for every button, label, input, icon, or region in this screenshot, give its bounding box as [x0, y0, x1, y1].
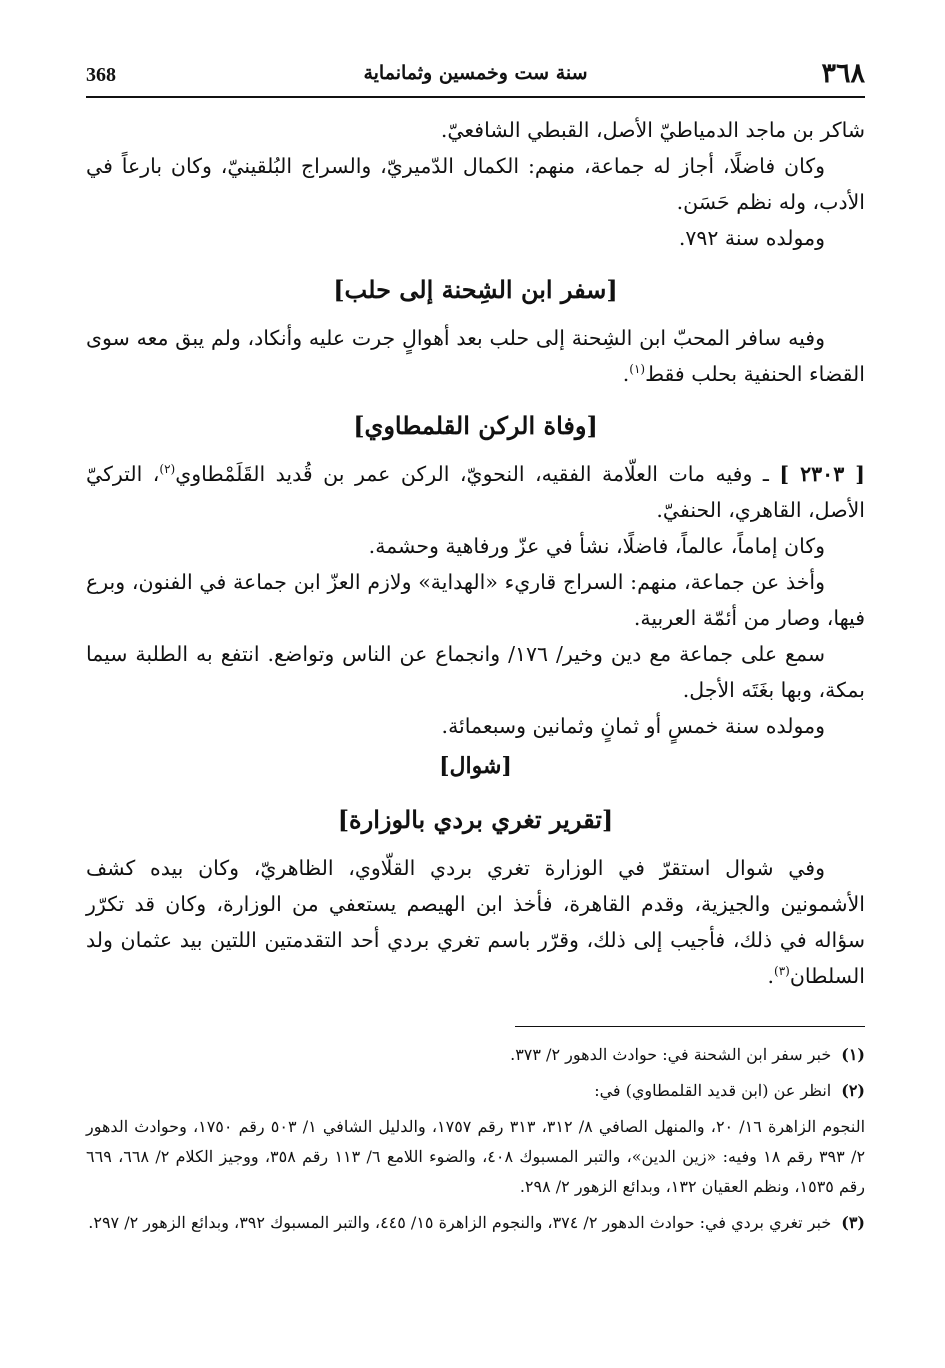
running-title: سنة ست وخمسين وثمانماية	[363, 62, 588, 84]
paragraph-text: وفي شوال استقرّ في الوزارة تغري بردي القلّاوي، الظاهريّ، وكان بيده كشف الأشمونين والجيزية، وقدم القاهرة، فأخذ ابن الهيصم يستعفي من الوزارة، وكان قد تكرّر سؤاله في ذلك، فأجيب إلى ذلك، وقرّر باسم تغري بردي أحد التقدمتين اللتين بيد عثمان ولد السلطان	[86, 856, 865, 988]
main-text	[86, 112, 865, 994]
paragraph-text: وفيه سافر المحبّ ابن الشِحنة إلى حلب بعد أهوالٍ جرت عليه وأنكاد، ولم يبق معه سوى القضاء الحنفية بحلب فقط	[86, 326, 865, 386]
paragraph: وفي شوال استقرّ في الوزارة تغري بردي القلّاوي، الظاهريّ، وكان بيده كشف الأشمونين والجيزية، وقدم القاهرة، فأخذ ابن الهيصم يستعفي من الوزارة، وكان قد تكرّر سؤاله في ذلك، فأجيب إلى ذلك، وقرّر باسم تغري بردي أحد التقدمتين اللتين بيد عثمان ولد السلطان$^{(٣)}$.	[86, 856, 865, 988]
page-number-latin: 368	[86, 64, 116, 86]
biography-entry	[86, 456, 865, 528]
paragraph: وكان فاضلًا، أجاز له جماعة، منهم: الكمال الدّميريّ، والسراج البُلقينيّ، وكان بارعاً في الأدب، وله نظم حَسَن.	[86, 154, 865, 214]
footnote-text: خبر تغري بردي في: حوادث الدهور ٢/ ٣٧٤، والنجوم الزاهرة ١٥/ ٤٤٥، والتبر المسبوك ٣٩٢، وبدائع الزهور ٢/ ٢٩٧.	[88, 1213, 832, 1232]
section-heading: [وفاة الركن القلمطاوي]	[353, 411, 598, 440]
paragraph: سمع على جماعة مع دين وخير/ ١٧٦/ وانجماع عن الناس وتواضع. انتفع به الطلبة سيما بمكة، وبها بغَتَه الأجل.	[86, 642, 865, 702]
section-heading: [سفر ابن الشِحنة إلى حلب]	[333, 275, 618, 304]
paragraph: ومولده سنة خمسٍ أو ثمانٍ وثمانين وسبعمائة.	[441, 714, 825, 738]
paragraph: وفيه سافر المحبّ ابن الشِحنة إلى حلب بعد أهوالٍ جرت عليه وأنكاد، ولم يبق معه سوى القضاء الحنفية بحلب فقط$^{(١)}$.	[86, 326, 865, 386]
footnote-ref: (٣)	[774, 964, 790, 979]
paragraph: شاكر بن ماجد الدمياطيّ الأصل، القبطي الشافعيّ.	[440, 118, 865, 142]
footnote-marker: (٣)	[841, 1213, 865, 1232]
footnote-ref: (٢)	[159, 462, 176, 477]
section-heading: [شوال]	[439, 753, 512, 779]
footnote	[86, 1040, 865, 1070]
paragraph: وكان إماماً، عالماً، فاضلًا، نشأ في عزّ ورفاهية وحشمة.	[368, 534, 825, 558]
section-heading: [تقرير تغري بردي بالوزارة]	[337, 805, 614, 834]
paragraph: ومولده سنة ٧٩٢.	[678, 226, 825, 250]
footnote-marker: (٢)	[841, 1081, 865, 1100]
paragraph-text: ـ وفيه مات العلّامة الفقيه، النحويّ، الركن عمر بن قُديد القَلَمْطاوي	[175, 462, 780, 486]
footnote-ref: (١)	[629, 362, 646, 377]
footnotes	[86, 1040, 865, 1244]
running-head	[86, 58, 865, 94]
footnote-references: النجوم الزاهرة ١٦/ ٢٠، والمنهل الصافي ٨/ ٣١٢، ٣١٣ رقم ١٧٥٧، والدليل الشافي ١/ ٥٠٣ رقم ١٧٥٠، وحوادث الدهور ٢/ ٣٩٣ رقم ١٨ وفيه: «زين الدين»، والتبر المسبوك ٤٠٨، والضوء اللامع ٦/ ١١٣ رقم ٣٥٨، ووجيز الكلام ٢/ ٦٦٨، ٦٦٩ رقم ١٥٣٥، ونظم العقيان ١٣٢، وبدائع الزهور ٢/ ٢٩٨.	[86, 1117, 866, 1196]
footnote-text: خبر سفر ابن الشحنة في: حوادث الدهور ٢/ ٣٧٣.	[510, 1045, 832, 1064]
paragraph: وأخذ عن جماعة، منهم: السراج قاريء «الهداية» ولازم العزّ ابن جماعة في الفنون، وبرع فيها، وصار من أئمّة العربية.	[86, 570, 865, 630]
paragraph-text: ، التركيّ الأصل، القاهري، الحنفيّ.	[86, 462, 865, 522]
biography-number: [ ٢٣٠٣ ]	[779, 462, 866, 486]
footnote	[86, 1208, 865, 1238]
header-rule	[86, 96, 865, 98]
footnote-marker: (١)	[841, 1045, 865, 1064]
footnote	[86, 1076, 865, 1106]
footnote-rule	[515, 1026, 865, 1027]
footnote-text: انظر عن (ابن قديد القلمطاوي) في:	[594, 1081, 832, 1100]
page-number-arabic: ٣٦٨	[821, 58, 865, 89]
